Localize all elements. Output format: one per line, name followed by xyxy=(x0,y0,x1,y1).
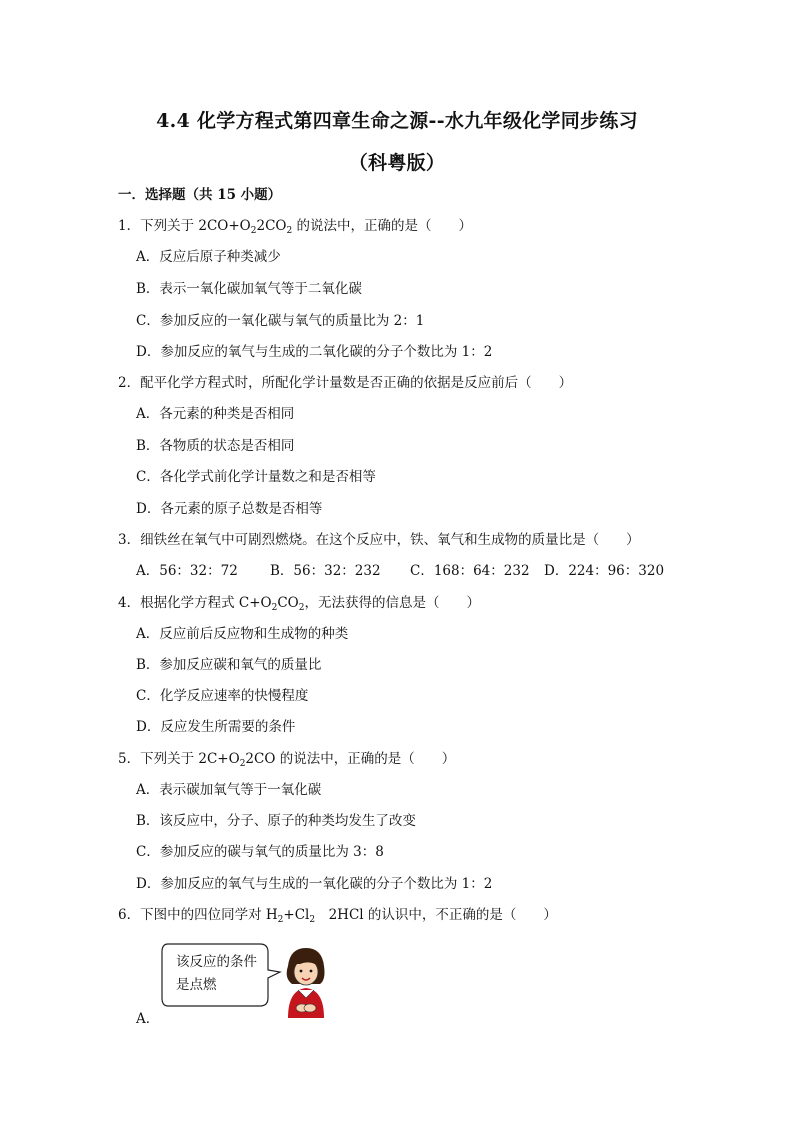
question-3-stem: 3．细铁丝在氧气中可剧烈燃烧。在这个反应中，铁、氧气和生成物的质量比是（ ） xyxy=(118,532,640,548)
question-1-option-a: A．反应后原子种类减少 xyxy=(136,249,281,265)
question-2-option-c: C．各化学式前化学计量数之和是否相等 xyxy=(136,469,376,485)
question-3-option-d: D．224：96：320 xyxy=(544,563,665,579)
document-subtitle: （科粤版） xyxy=(348,152,446,174)
speech-bubble-line-2: 是点燃 xyxy=(176,977,217,993)
question-4-option-d: D．反应发生所需要的条件 xyxy=(136,719,296,735)
question-2-option-b: B．各物质的状态是否相同 xyxy=(136,438,295,454)
question-6-stem: 6．下图中的四位同学对 $H_2+Cl_2$ 2HCl 的认识中，不正确的是（ ） xyxy=(118,907,557,925)
question-5-option-d: D．参加反应的氧气与生成的一氧化碳的分子个数比为 1：2 xyxy=(136,876,493,892)
student-cartoon-figure xyxy=(160,940,350,1020)
question-3-option-a: A．56：32：72 xyxy=(136,563,238,579)
question-5-option-c: C．参加反应的碳与氧气的质量比为 3：8 xyxy=(136,844,384,860)
question-5-stem: 5．下列关于 $2C+O_22CO$ 的说法中，正确的是（ ） xyxy=(118,751,456,769)
question-2-option-a: A．各元素的种类是否相同 xyxy=(136,406,295,422)
question-2-option-d: D．各元素的原子总数是否相等 xyxy=(136,501,323,517)
question-1-option-d: D．参加反应的氧气与生成的二氧化碳的分子个数比为 1：2 xyxy=(136,344,493,360)
question-3-option-b: B．56：32：232 xyxy=(270,563,381,579)
question-4-stem: 4．根据化学方程式 $C+O_2CO_2$，无法获得的信息是（ ） xyxy=(118,595,480,613)
section-heading: 一．选择题（共 15 小题） xyxy=(118,187,282,203)
speech-bubble-line-1: 该反应的条件 xyxy=(176,954,257,970)
question-5-option-b: B．该反应中，分子、原子的种类均发生了改变 xyxy=(136,813,416,829)
question-4-option-b: B．参加反应碳和氧气的质量比 xyxy=(136,657,322,673)
question-1-stem: 1．下列关于 $2CO+O_22CO_2$ 的说法中，正确的是（ ） xyxy=(118,218,473,236)
question-3-options-row xyxy=(136,562,664,580)
question-4-option-a: A．反应前后反应物和生成物的种类 xyxy=(136,626,349,642)
question-4-option-c: C．化学反应速率的快慢程度 xyxy=(136,688,309,704)
question-3-option-c: C．168：64：232 xyxy=(410,563,530,579)
question-2-stem: 2．配平化学方程式时，所配化学计量数是否正确的依据是反应前后（ ） xyxy=(118,375,573,391)
document-title: 4.4 化学方程式第四章生命之源--水九年级化学同步练习 xyxy=(156,110,638,132)
question-1-option-b: B．表示一氧化碳加氧气等于二氧化碳 xyxy=(136,281,362,297)
question-1-option-c: C．参加反应的一氧化碳与氧气的质量比为 2：1 xyxy=(136,313,425,329)
question-6-option-a-label: A． xyxy=(136,1011,160,1027)
question-5-option-a: A．表示碳加氧气等于一氧化碳 xyxy=(136,782,322,798)
